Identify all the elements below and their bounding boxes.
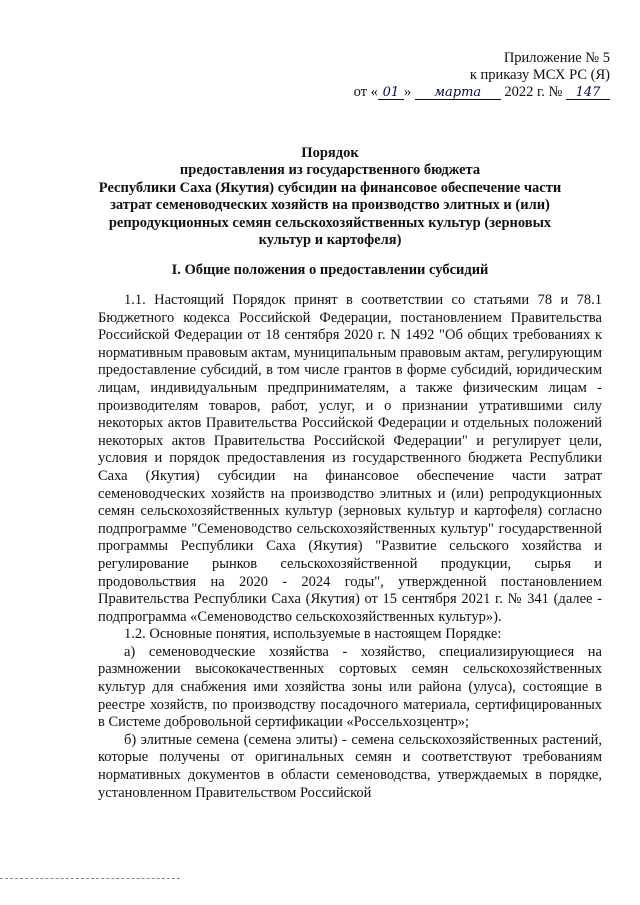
section-heading: I. Общие положения о предоставлении субсидий: [171, 262, 489, 278]
order-number-field: [566, 86, 610, 100]
date-prefix: от «: [353, 84, 378, 100]
order-number-handwritten: 147: [575, 85, 601, 100]
date-day-field: [378, 86, 404, 100]
title-line: предоставления из государственного бюджета: [179, 162, 481, 179]
title-line: Порядок: [301, 145, 359, 161]
paragraph-b: б) элитные семена (семена элиты) - семена сельскохозяйственных растений, которые получены от оригинальных семян и соответствуют требованиям нормативных документов в области семеноводства, утверждаемых в порядке, установленном Правительством Российской: [98, 731, 602, 801]
appendix-date-line: [310, 84, 610, 101]
date-month-handwritten: марта: [434, 85, 482, 100]
appendix-number: Приложение № 5: [503, 50, 610, 66]
paragraph-1-1: 1.1. Настоящий Порядок принят в соответствии со статьями 78 и 78.1 Бюджетного кодекса Российской Федерации, постановлением Правительства Российской Федерации от 18 сентября 2020 г. N 1492 "Об общих требованиях к нормативным правовым актам, муниципальным правовым актам, регулирующим предоставление субсидий, в том числе грантов в форме субсидий, юридическим лицам, индивидуальным предпринимателям, а также физическим лицам - производителям товаров, работ, услуг, и о признании утратившими силу некоторых актов Правительства Российской Федерации и отдельных положений некоторых актов Правительства Российской Федерации" и регулирует цели, условия и порядок предоставления из государственного бюджета Республики Саха (Якутия) субсидии на финансовое обеспечение части затрат семеноводческих хозяйств на производство элитных и (или) репродукционных семян сельскохозяйственных культур (зерновых культур и картофеля) согласно подпрограмме "Семеноводство сельскохозяйственных культур" государственной программы Республики Саха (Якутия) "Развитие сельского хозяйства и регулирование рынков сельскохозяйственной продукции, сырья и продовольствия на 2020 - 2024 годы", утвержденной постановлением Правительства Республики Саха (Якутия) от 15 сентября 2021 г. № 341 (далее - подпрограмма «Семеноводство сельскохозяйственных культур»).: [98, 292, 602, 625]
document-body: [98, 292, 602, 802]
title-line: культур и картофеля): [258, 232, 402, 249]
date-day-handwritten: 01: [382, 85, 400, 100]
title-line: репродукционных семян сельскохозяйственных культур (зерновых: [108, 214, 552, 231]
paragraph-a: а) семеноводческие хозяйства - хозяйство, специализирующиеся на размножении высококачественных сортовых семян сельскохозяйственных культур для снабжения ими хозяйства зоны или района (улуса), состоящие в реестре хозяйств, по производству посадочного материала, сертифицированных в Системе добровольной сертификации «Россельхозцентр»;: [98, 643, 602, 731]
title-line: затрат семеноводческих хозяйств на производство элитных и (или): [110, 197, 550, 214]
date-year: 2022 г. №: [504, 84, 563, 100]
document-title: [80, 145, 580, 249]
appendix-order-ref: к приказу МСХ РС (Я): [469, 67, 610, 83]
date-month-field: [415, 86, 501, 100]
scan-edge-line: [0, 878, 180, 880]
title-line: Республики Саха (Якутия) субсидии на финансовое обеспечение части: [98, 179, 562, 196]
paragraph-1-2: 1.2. Основные понятия, используемые в настоящем Порядке:: [124, 626, 502, 643]
date-separator: »: [403, 84, 412, 100]
appendix-header: [310, 50, 610, 101]
